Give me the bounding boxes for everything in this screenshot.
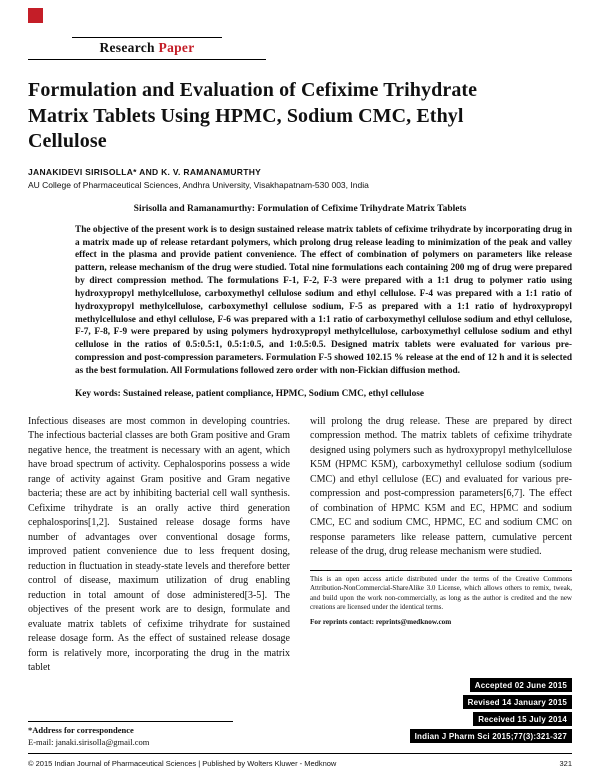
keywords-text: Sustained release, patient compliance, HPMC, Sodium CMC, ethyl cellulose [120,388,424,399]
reprints-label: For reprints contact: [310,618,376,627]
red-corner-marker [28,8,43,23]
reprints-line [310,618,572,626]
reprints-email-link[interactable]: reprints@medknow.com [375,618,452,627]
article-dates-block [310,675,572,753]
citation-badge: Indian J Pharm Sci 2015;77(3):321-327 [410,729,572,743]
authors-line: JANAKIDEVI SIRISOLLA* AND K. V. RAMANAMURTHY [28,166,262,177]
band-bottom-rule [28,59,266,60]
research-paper-band [28,37,266,60]
running-head: Sirisolla and Ramanamurthy: Formulation of Cefixime Trihydrate Matrix Tablets [133,203,467,214]
abstract-paragraph: The objective of the present work is to design sustained release matrix tablets of cefixime trihydrate by incorporating drug in a matrix made up of release retardant polymers, which prolong drug release leading to minimization of the peak and valley effect in the plasma and provide patient convenience. The effect of combination of polymers on parameters like release pattern, release mechanism of the drug were studied. Total nine formulations each containing 200 mg of drug were prepared by direct compression method. The formulations F-1, F-2, F-3 were prepared with a 1:1 drug to polymer ratio using hydroxypropyl methylcellulose, carboxymethyl cellulose sodium and ethyl cellulose. F-4 was prepared with a 1:1 ratio of hydroxypropyl methylcellulose, carboxymethyl cellulose sodium, F-5 as prepared with a 1:1 ratio of hydroxypropyl methylcellulose and ethyl cellulose, F-6 was prepared with a 1:1 ratio of carboxymethyl cellulose sodium and ethyl cellulose, F-7, F-8, F-9 were prepared by using polymers hydroxypropyl methylcellulose, carboxymethyl cellulose sodium and ethyl cellulose in the ratios of 0.5:0.5:1, 0.5:1:0.5, and 1:0.5:0.5. Designed matrix tablets were evaluated for various pre-compression and post-compression parameters. Formulation F-5 showed 102.15 % release at the end of 12 h and it is selected as the best formulation. All Formulations followed zero order with non-Fickian diffusion method. [75,224,572,376]
section-label-paper: Paper [158,40,195,55]
correspondence-block [28,717,290,753]
article-title: Formulation and Evaluation of Cefixime Trihydrate Matrix Tablets Using HPMC, Sodium CMC, Ethyl Cellulose [28,79,478,153]
correspondence-rule [28,721,233,722]
keywords-line [75,389,572,399]
keywords-label: Key words: [75,388,121,399]
correspondence-email-link[interactable]: E-mail: janaki.sirisolla@gmail.com [28,737,150,747]
left-column [28,415,290,753]
page-number: 321 [559,759,572,768]
correspondence-email[interactable] [28,737,290,747]
right-column [310,415,572,753]
received-date-badge: Received 15 July 2014 [473,712,572,726]
accepted-date-badge: Accepted 02 June 2015 [470,678,572,692]
section-label [28,38,266,59]
two-column-body [28,415,572,753]
body-paragraph-right: will prolong the drug release. These are prepared by direct compression method. The matrix tablets of cefixime trihydrate designed using polymers such as hydroxypropyl methylcellulose K5M (HPMC K5M), carboxymethyl cellulose sodium (sodium CMC) and ethyl cellulose (EC) and evaluated for various pre-compression and post-compression parameters[6,7]. The effect of combination of HPMC K5M and EC, HPMC and sodium CMC, EC and sodium CMC, HPMC, EC and sodium CMC on response parameters like release pattern, cumulative percent release of the drug, drug release mechanism were studied. [310,415,572,558]
revised-date-badge: Revised 14 January 2015 [463,695,572,709]
footer-copyright: © 2015 Indian Journal of Pharmaceutical Sciences | Published by Wolters Kluwer - Medknow [28,759,337,768]
affiliation-line: AU College of Pharmaceutical Sciences, Andhra University, Visakhapatnam-530 003, India [28,179,369,190]
page-footer [28,753,572,776]
open-access-notice: This is an open access article distributed under the terms of the Creative Commons Attribution-NonCommercial-ShareAlike 3.0 License, which allows others to remix, tweak, and build upon the work non-commercially, as long as the author is credited and the new creations are licensed under the identical terms. [310,570,572,613]
section-label-research: Research [99,40,159,55]
correspondence-label: *Address for correspondence [28,725,134,735]
body-paragraph-left: Infectious diseases are most common in developing countries. The infectious bacterial classes are both Gram positive and Gram negative hence, the treatment is necessary with an agent, which have broad spectrum of activity. Cephalosporins possess a wide range of activity against Gram positive and Gram negative bacteria; these are act by inhibiting bacterial cell wall synthesis. Cefixime trihydrate is an orally active third generation cephalosporins[1,2]. Sustained release dosage forms have number of advantages over conventional dosage forms, improved patient convenience due to less frequent dosing, reduction in fluctuation in steady-state levels and therefore better control of disease, maximum utilization of drug enabling reduction in total amount of dose administered[3-5]. The objectives of the present work are to design, formulate and evaluate matrix tablets of cefixime trihydrate for sustained release dosage form. As the effect of sustained release dosage form is relatively more, incorporating the drug in the matrix tablet [28,415,290,674]
